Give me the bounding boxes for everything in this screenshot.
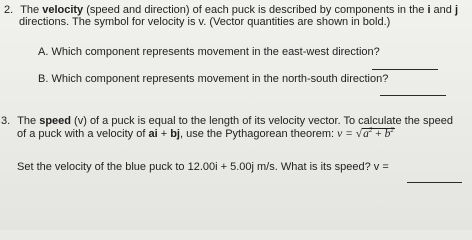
i-symbol: i [427,4,431,16]
part-a-answer-blank[interactable] [372,69,438,70]
bj-term: bj [170,128,180,140]
question-3-number: 3. [1,115,11,127]
pythagorean-formula [337,128,395,140]
question-3-line-3: Set the velocity of the blue puck to 12.00i + 5.00j m/s. What is its speed? v = [17,161,389,173]
velocity-term: velocity [42,4,84,16]
formula-a: a [363,128,369,140]
question-3-line-1 [1,115,453,127]
question-2-part-a: A. Which component represents movement in the east-west direction? [38,46,380,58]
question-2-text-post: (speed and direction) of each puck is described by components in the [83,4,428,16]
speed-answer-blank[interactable] [407,182,462,183]
ai-term: ai [148,128,158,140]
speed-term: speed [39,115,71,127]
question-2-line-2: directions. The symbol for velocity is v. (Vector quantities are shown in bold.) [19,16,391,28]
plus-sign: + [157,128,171,140]
formula-lhs: v = [337,128,353,140]
question-3-line-2-pre: of a puck with a velocity of [17,128,149,140]
question-3-line-2 [17,128,395,140]
question-3-line-2-post: , use the Pythagorean theorem: [179,128,338,140]
question-2-text-pre: The [20,4,43,16]
formula-a-exponent: 2 [368,126,373,134]
formula-b-exponent: 2 [390,126,394,134]
part-b-answer-blank[interactable] [380,95,446,96]
formula-b: b [384,128,391,140]
question-2-line-1 [4,4,458,16]
formula-radicand [362,128,395,140]
formula-plus: + [372,128,385,140]
and-text: and [430,4,455,16]
question-2-part-b: B. Which component represents movement in the north-south direction? [38,73,389,85]
question-3-text-pre: The [17,115,40,127]
question-3-text-post: (v) of a puck is equal to the length of its velocity vector. To calculate the speed [71,115,453,127]
question-2-number: 2. [4,4,14,16]
j-symbol: j [454,4,459,16]
square-root-icon: √ [355,128,363,140]
